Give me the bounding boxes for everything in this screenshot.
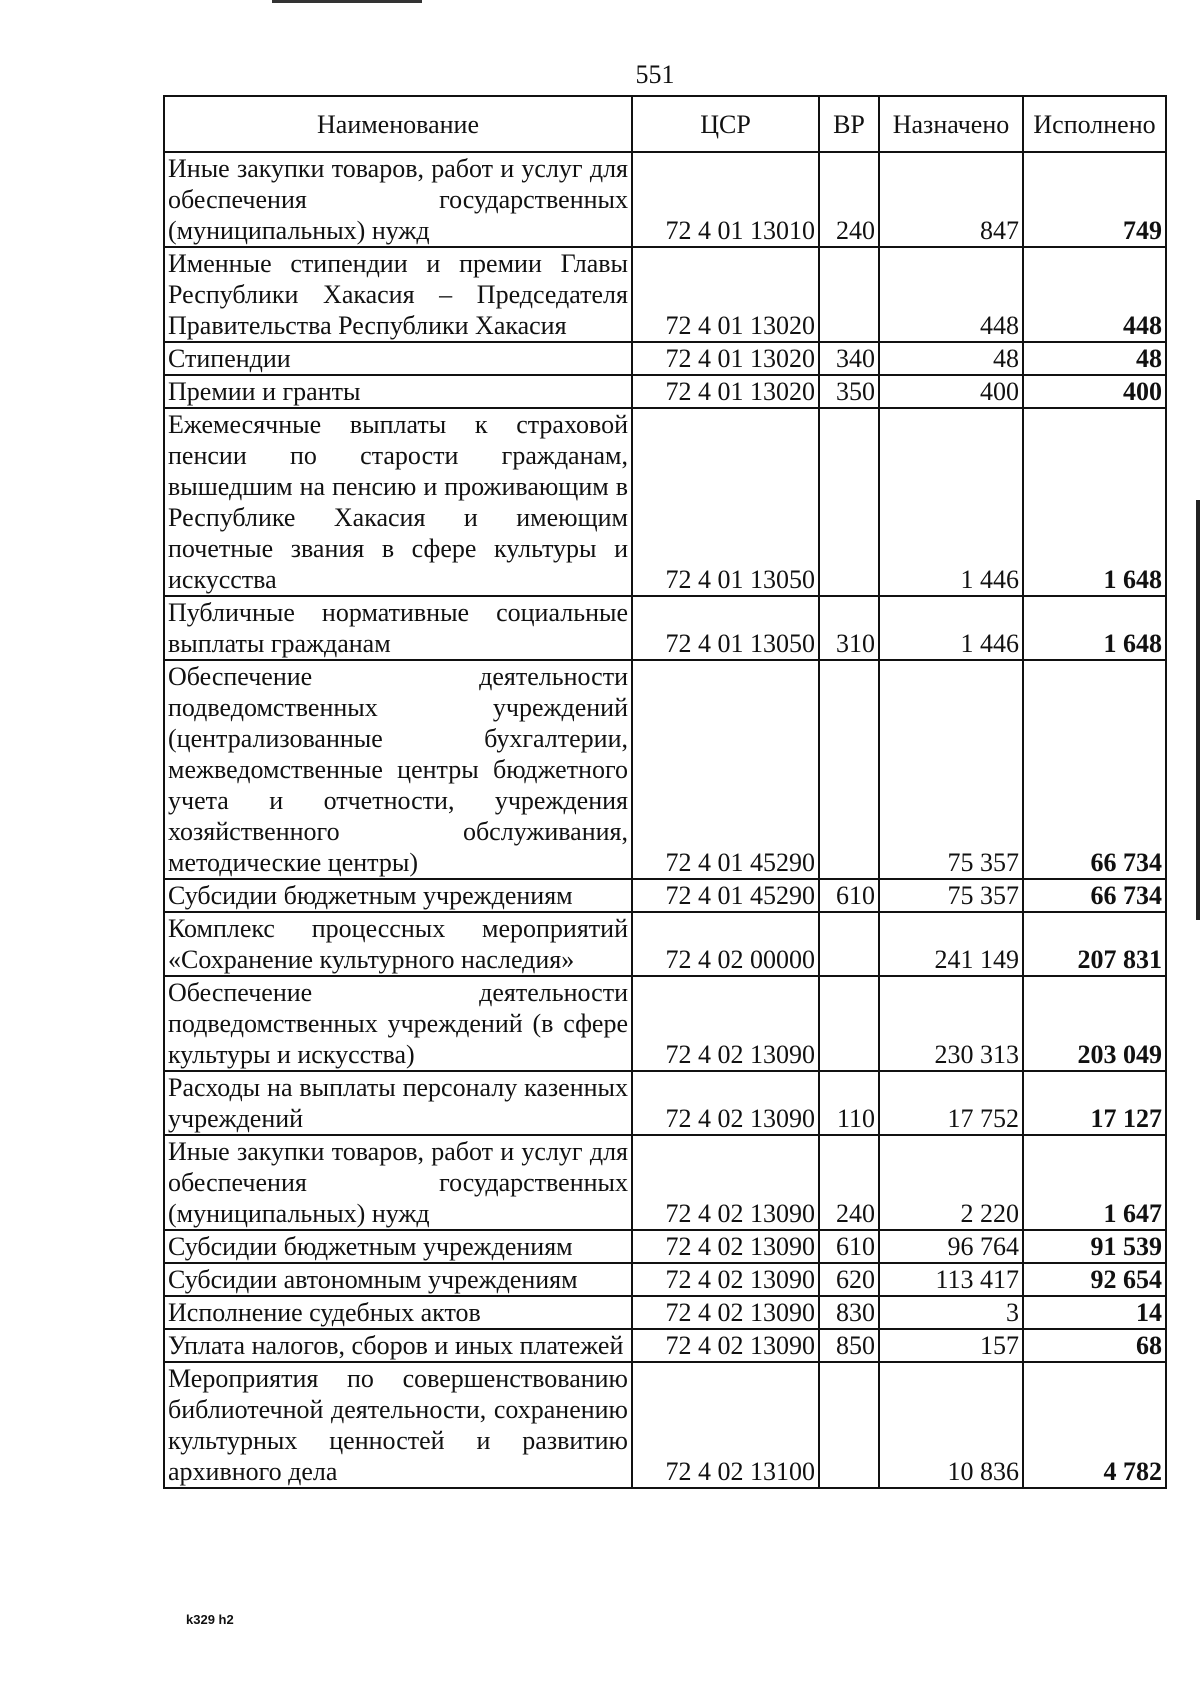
table-row <box>164 247 1166 342</box>
cell-name: Комплекс процессных мероприятий «Сохранение культурного наследия» <box>164 912 632 976</box>
cell-assigned: 10 836 <box>879 1362 1023 1488</box>
cell-csr: 72 4 01 13010 <box>632 152 819 247</box>
table-row <box>164 152 1166 247</box>
cell-name: Обеспечение деятельности подведомственных учреждений (централизованные бухгалтерии, межведомственные центры бюджетного учета и отчетности, учреждения хозяйственного обслуживания, методические центры) <box>164 660 632 879</box>
cell-csr: 72 4 02 13090 <box>632 1263 819 1296</box>
scan-edge-mark <box>1196 500 1200 920</box>
cell-csr: 72 4 01 13020 <box>632 247 819 342</box>
cell-csr: 72 4 01 13020 <box>632 342 819 375</box>
cell-name: Премии и гранты <box>164 375 632 408</box>
cell-vr: 830 <box>819 1296 879 1329</box>
cell-vr: 240 <box>819 152 879 247</box>
cell-executed: 448 <box>1023 247 1166 342</box>
table-header-row <box>164 96 1166 152</box>
cell-csr: 72 4 01 45290 <box>632 879 819 912</box>
cell-csr: 72 4 02 13090 <box>632 1135 819 1230</box>
cell-vr: 620 <box>819 1263 879 1296</box>
cell-assigned: 1 446 <box>879 408 1023 596</box>
budget-table <box>163 95 1167 1489</box>
header-executed: Исполнено <box>1023 96 1166 152</box>
cell-name: Иные закупки товаров, работ и услуг для обеспечения государственных (муниципальных) нужд <box>164 152 632 247</box>
cell-executed: 17 127 <box>1023 1071 1166 1135</box>
cell-vr: 610 <box>819 1230 879 1263</box>
cell-assigned: 3 <box>879 1296 1023 1329</box>
cell-executed: 1 648 <box>1023 596 1166 660</box>
header-name: Наименование <box>164 96 632 152</box>
cell-name: Субсидии автономным учреждениям <box>164 1263 632 1296</box>
cell-name: Расходы на выплаты персоналу казенных учреждений <box>164 1071 632 1135</box>
cell-executed: 400 <box>1023 375 1166 408</box>
cell-assigned: 75 357 <box>879 660 1023 879</box>
cell-csr: 72 4 02 00000 <box>632 912 819 976</box>
cell-executed: 92 654 <box>1023 1263 1166 1296</box>
cell-csr: 72 4 02 13090 <box>632 1329 819 1362</box>
table-row <box>164 1329 1166 1362</box>
cell-vr <box>819 660 879 879</box>
cell-vr <box>819 976 879 1071</box>
table-row <box>164 912 1166 976</box>
table-row <box>164 1135 1166 1230</box>
budget-table-container <box>163 95 1165 1489</box>
cell-assigned: 1 446 <box>879 596 1023 660</box>
cell-executed: 1 647 <box>1023 1135 1166 1230</box>
cell-assigned: 448 <box>879 247 1023 342</box>
cell-assigned: 96 764 <box>879 1230 1023 1263</box>
table-row <box>164 976 1166 1071</box>
cell-name: Публичные нормативные социальные выплаты гражданам <box>164 596 632 660</box>
cell-csr: 72 4 02 13090 <box>632 1230 819 1263</box>
cell-executed: 14 <box>1023 1296 1166 1329</box>
cell-vr: 240 <box>819 1135 879 1230</box>
cell-vr: 610 <box>819 879 879 912</box>
cell-executed: 207 831 <box>1023 912 1166 976</box>
cell-assigned: 75 357 <box>879 879 1023 912</box>
table-row <box>164 1263 1166 1296</box>
cell-name: Субсидии бюджетным учреждениям <box>164 1230 632 1263</box>
cell-vr: 850 <box>819 1329 879 1362</box>
cell-csr: 72 4 01 13050 <box>632 596 819 660</box>
cell-assigned: 847 <box>879 152 1023 247</box>
cell-csr: 72 4 02 13090 <box>632 1071 819 1135</box>
cell-assigned: 241 149 <box>879 912 1023 976</box>
cell-csr: 72 4 01 45290 <box>632 660 819 879</box>
cell-executed: 1 648 <box>1023 408 1166 596</box>
top-scan-rule <box>272 0 422 3</box>
cell-name: Именные стипендии и премии Главы Республики Хакасия – Председателя Правительства Республики Хакасия <box>164 247 632 342</box>
cell-executed: 91 539 <box>1023 1230 1166 1263</box>
cell-assigned: 157 <box>879 1329 1023 1362</box>
cell-name: Мероприятия по совершенствованию библиотечной деятельности, сохранению культурных ценностей и развитию архивного дела <box>164 1362 632 1488</box>
cell-csr: 72 4 02 13090 <box>632 1296 819 1329</box>
cell-executed: 203 049 <box>1023 976 1166 1071</box>
table-row <box>164 1230 1166 1263</box>
cell-vr <box>819 408 879 596</box>
cell-assigned: 48 <box>879 342 1023 375</box>
cell-assigned: 230 313 <box>879 976 1023 1071</box>
cell-vr: 340 <box>819 342 879 375</box>
cell-vr <box>819 247 879 342</box>
cell-executed: 66 734 <box>1023 879 1166 912</box>
cell-csr: 72 4 01 13020 <box>632 375 819 408</box>
cell-vr <box>819 912 879 976</box>
table-row <box>164 342 1166 375</box>
table-body <box>164 152 1166 1488</box>
table-row <box>164 1362 1166 1488</box>
table-row <box>164 660 1166 879</box>
cell-csr: 72 4 01 13050 <box>632 408 819 596</box>
cell-executed: 66 734 <box>1023 660 1166 879</box>
cell-executed: 749 <box>1023 152 1166 247</box>
header-assigned: Назначено <box>879 96 1023 152</box>
cell-executed: 68 <box>1023 1329 1166 1362</box>
page-number: 551 <box>635 60 675 89</box>
table-row <box>164 1071 1166 1135</box>
table-row <box>164 408 1166 596</box>
cell-assigned: 2 220 <box>879 1135 1023 1230</box>
cell-name: Уплата налогов, сборов и иных платежей <box>164 1329 632 1362</box>
table-row <box>164 879 1166 912</box>
header-vr: ВР <box>819 96 879 152</box>
table-row <box>164 1296 1166 1329</box>
cell-vr: 310 <box>819 596 879 660</box>
cell-vr <box>819 1362 879 1488</box>
cell-assigned: 400 <box>879 375 1023 408</box>
cell-name: Стипендии <box>164 342 632 375</box>
cell-vr: 110 <box>819 1071 879 1135</box>
footer-code: k329 h2 <box>186 1612 234 1627</box>
cell-executed: 48 <box>1023 342 1166 375</box>
cell-vr: 350 <box>819 375 879 408</box>
cell-name: Обеспечение деятельности подведомственных учреждений (в сфере культуры и искусства) <box>164 976 632 1071</box>
cell-csr: 72 4 02 13100 <box>632 1362 819 1488</box>
cell-assigned: 17 752 <box>879 1071 1023 1135</box>
table-row <box>164 596 1166 660</box>
cell-executed: 4 782 <box>1023 1362 1166 1488</box>
cell-name: Исполнение судебных актов <box>164 1296 632 1329</box>
cell-name: Иные закупки товаров, работ и услуг для обеспечения государственных (муниципальных) нужд <box>164 1135 632 1230</box>
cell-name: Ежемесячные выплаты к страховой пенсии по старости гражданам, вышедшим на пенсию и проживающим в Республике Хакасия и имеющим почетные звания в сфере культуры и искусства <box>164 408 632 596</box>
cell-assigned: 113 417 <box>879 1263 1023 1296</box>
header-csr: ЦСР <box>632 96 819 152</box>
cell-csr: 72 4 02 13090 <box>632 976 819 1071</box>
table-row <box>164 375 1166 408</box>
cell-name: Субсидии бюджетным учреждениям <box>164 879 632 912</box>
